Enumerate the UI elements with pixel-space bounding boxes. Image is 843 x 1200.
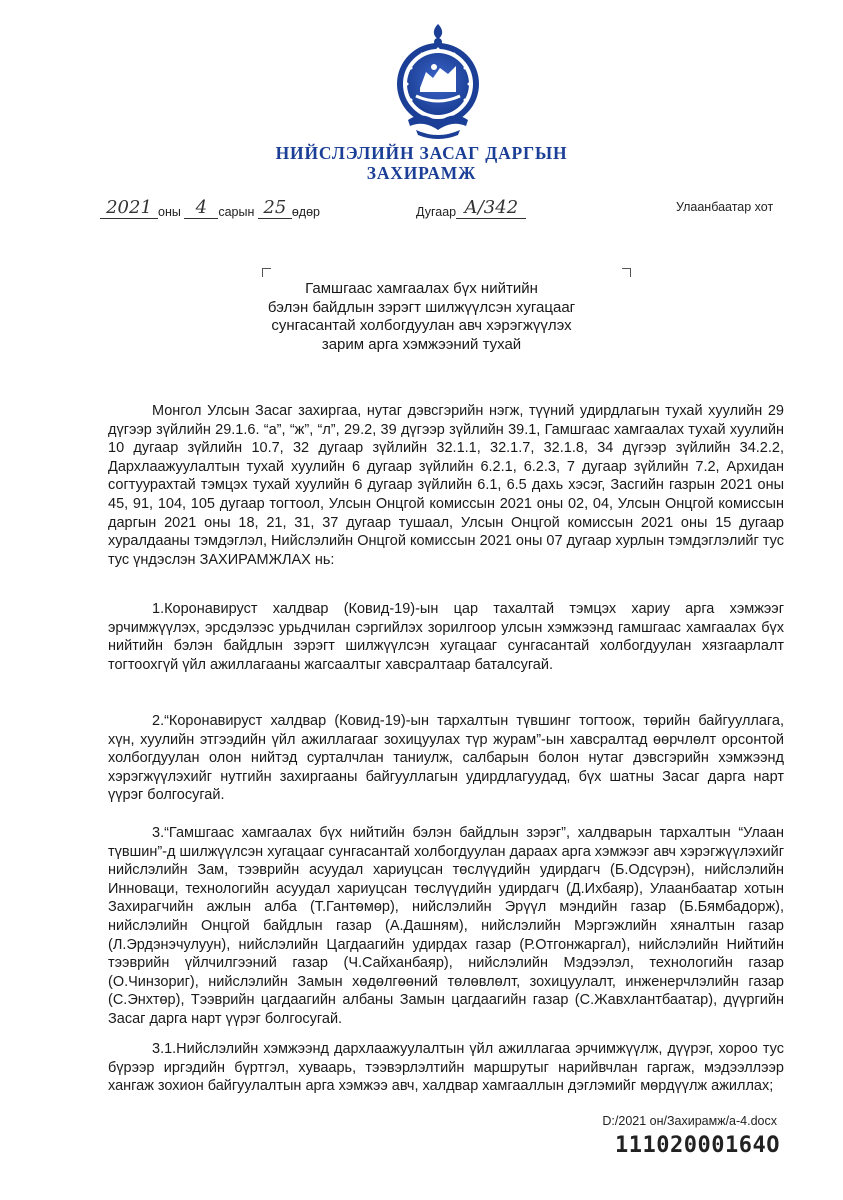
- serial-number: 11102000164О: [615, 1133, 780, 1158]
- document-type: ЗАХИРАМЖ: [366, 163, 477, 183]
- state-emblem: [396, 22, 480, 142]
- document-number: А/342: [456, 200, 526, 219]
- title-line: сунгасантай холбогдуулан авч хэрэгжүүлэх: [271, 317, 572, 334]
- paragraph-item-1: 1.Коронавируст халдвар (Ковид-19)-ын цар тахалтай тэмцэх хариу арга хэмжээг эрчимжүүлэх, эрсдэлээс урьдчилан сэргийлэх зорилгоор улсын хэмжээнд гамшгаас хамгаалах бүх нийтийн бэлэн байдлын зэрэгт шилжүүлсэн хугацааг сунгасантай холбогдуулан хязгаарлалт тогтоохгүй үйл ажиллагааны жагсаалтыг хавсралтаар баталсугай.: [108, 601, 784, 673]
- paragraph-item-3: 3.“Гамшгаас хамгаалах бүх нийтийн бэлэн байдлын зэрэг”, халдварын тархалтын “Улаан түвшин”-д шилжүүлсэн хугацааг сунгасантай холбогдуулан дараах арга хэмжээг авч хэрэгжүүлэхийг нийслэлийн Зам, тээврийн асуудал хариуцсан төслүүдийн удирдагч (Б.Одсүрэн), нийслэлийн Инноваци, технологийн асуудал хариуцсан төслүүдийн удирдагч (Д.Ихбаяр), Улаанбаатар хотын Захирагчийн ажлын алба (Т.Гантөмөр), нийслэлийн Эрүүл мэндийн газар (Б.Бямбадорж), нийслэлийн Онцгой байдлын газар (А.Дашням), нийслэлийн Мэргэжлийн хяналтын газар (Л.Эрдэнэчулуун), нийслэлийн Цагдаагийн удирдах газар (Р.Отгонжаргал), нийслэлийн Нийтийн тээврийн үйлчилгээний газар (Ч.Сайханбаяр), нийслэлийн Мэдээлэл, технологийн газар (О.Чинзориг), нийслэлийн Замын хөдөлгөөний төлөвлөлт, зохицуулалт, инженерчлэлийн газар (С.Энхтөр), Тээврийн цагдаагийн албаны Замын цагдаагийн газар (С.Жавхлантбаатар), дүүргийн Засаг дарга нарт үүрэг болгосугай.: [108, 825, 784, 1027]
- title-bracket-right: [622, 268, 631, 277]
- paragraph-preamble: Монгол Улсын Засаг захиргаа, нутаг дэвсгэрийн нэгж, түүний удирдлагын тухай хуулийн 29 дүгээр зүйлийн 29.1.6. “а”, “ж”, “л”, 29.2, 39 дүгээр зүйлийн 39.1, Гамшгаас хамгаалах тухай хуулийн 10 дугаар зүйлийн 10.7, 32 дугаар зүйлийн 32.1.1, 32.1.7, 32.1.8, 34 дүгээр зүйлийн 34.2.2, Дархлаажуулалтын тухай хуулийн 6 дугаар зүйлийн 6.2.1, 6.2.3, 7 дугаар зүйлийн 7.2, Архидан согтуурахтай тэмцэх тухай хуулийн 6 дугаар зүйлийн 6.1, 6.5 дахь хэсэг, Засгийн газрын 2021 оны 45, 91, 104, 105 дугаар тогтоол, Улсын Онцгой комиссын 2021 оны 02, 04, Улсын Онцгой комиссын даргын 2021 оны 18, 21, 31, 37 дугаар тушаал, Улсын Онцгой комиссын 2021 оны 15 дугаар хуралдааны тэмдэглэл, Нийслэлийн Онцгой комиссын 2021 оны 07 дугаар хурлын тэмдэглэлийг тус тус үндэслэн ЗАХИРАМЖЛАХ нь:: [108, 403, 784, 568]
- issuing-city: Улаанбаатар хот: [676, 200, 774, 214]
- order-title: [0, 280, 843, 354]
- date-line: [100, 197, 321, 228]
- title-line: Гамшгаас хамгаалах бүх нийтийн: [305, 280, 538, 297]
- date-year: 2021: [100, 200, 158, 219]
- issuer-title: НИЙСЛЭЛИЙН ЗАСАГ ДАРГЫН: [275, 143, 568, 163]
- date-year-suffix: оны: [158, 205, 181, 219]
- date-day: 25: [258, 200, 292, 219]
- date-day-suffix: өдөр: [291, 205, 321, 219]
- file-path: D:/2021 он/Захирамж/а-4.docx: [602, 1114, 777, 1128]
- number-label: Дугаар: [416, 205, 457, 219]
- paragraph-item-2: 2.“Коронавируст халдвар (Ковид-19)-ын тархалтын түвшинг тогтоож, төрийн байгууллага, хүн, хуулийн этгээдийн үйл ажиллагааг зохицуулах түр журам”-ын хавсралтад өөрчлөлт орсонтой холбогдуулан олон нийтэд сурталчлан таниулж, салбарын болон нутаг дэвсгэрийн хэмжээнд хэрэгжүүлэхийг нутгийн захиргааны байгууллагын удирдлагуудад, бүх шатны Засаг дарга нарт үүрэг болгосугай.: [108, 713, 784, 804]
- date-month: 4: [184, 200, 218, 219]
- title-line: бэлэн байдлын зэрэгт шилжүүлсэн хугацааг: [267, 298, 576, 316]
- date-month-suffix: сарын: [218, 205, 255, 219]
- number-line: [416, 197, 526, 228]
- title-line: зарим арга хэмжээний тухай: [321, 335, 522, 353]
- title-bracket-left: [262, 268, 271, 277]
- paragraph-item-3-1: 3.1.Нийслэлийн хэмжээнд дархлаажуулалтын үйл ажиллагаа эрчимжүүлж, дүүрэг, хороо тус бүрээр иргэдийн бүртгэл, хуваарь, тээвэрлэлтийн маршрутыг нарийвчлан гаргаж, мэдээллээр хангаж зохион байгуулалтын арга хэмжээ авч, халдвар хамгааллын дэглэмийг мөрдүүлж ажиллах;: [108, 1041, 784, 1095]
